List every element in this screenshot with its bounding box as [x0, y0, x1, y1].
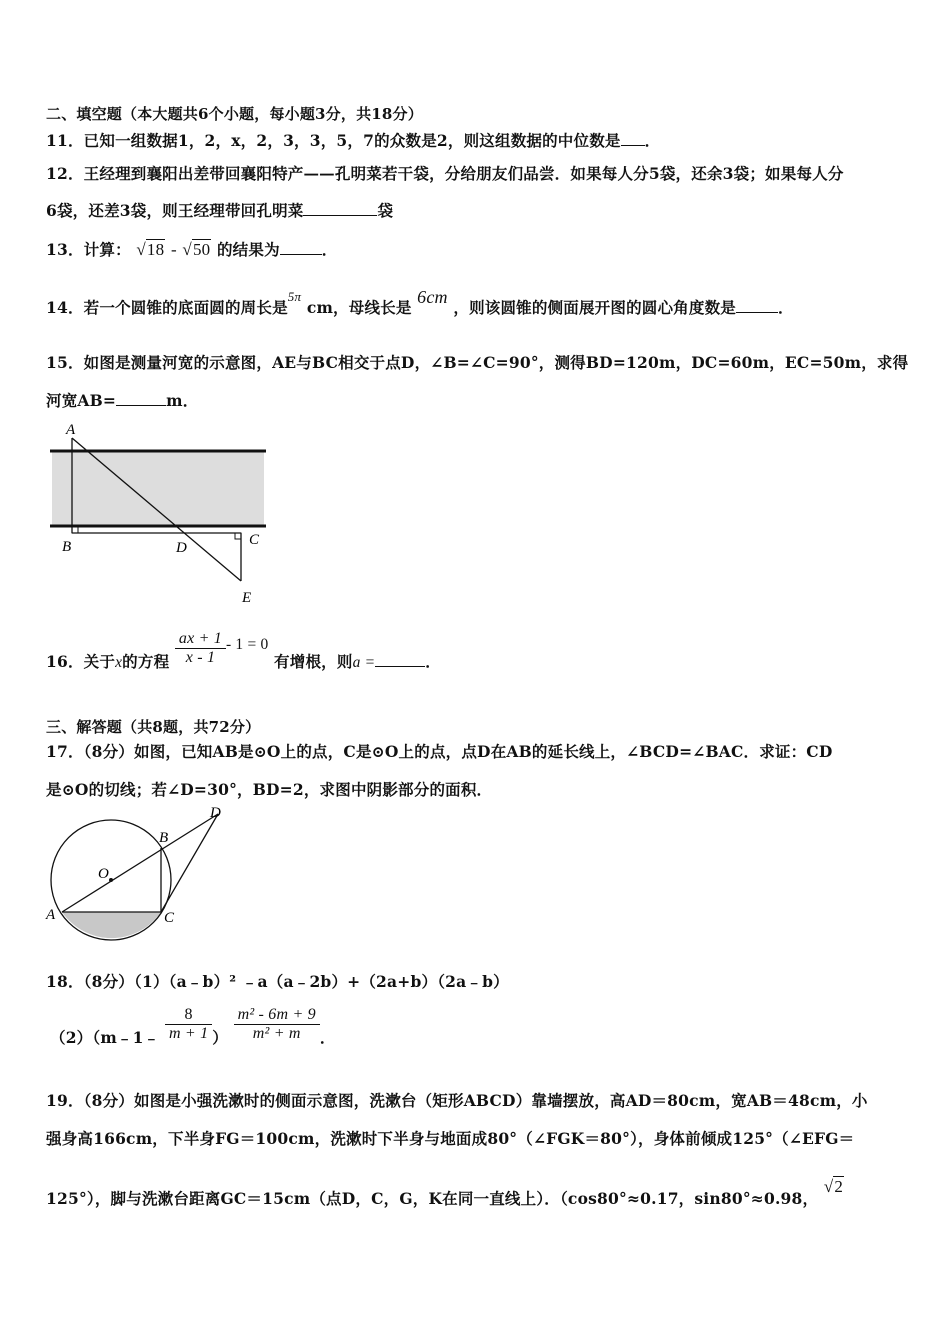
q14-prefix: 14．若一个圆锥的底面圆的周长是 — [46, 298, 288, 317]
q15-text: 河宽AB= — [46, 391, 117, 410]
q14-slant: 6cm — [417, 287, 448, 307]
question-16 — [46, 630, 441, 674]
q16-prefix: 16．关于 — [46, 651, 116, 671]
q18-f1-numerator: 8 — [165, 1006, 212, 1025]
q16-denominator: x - 1 — [185, 649, 216, 666]
river-width-figure — [44, 420, 274, 610]
label-c: C — [164, 910, 175, 926]
q14-unit: cm，母线长是 — [306, 298, 412, 317]
section-3-heading: 三、解答题（共8题，共72分） — [46, 718, 261, 736]
section-2-heading: 二、填空题（本大题共6个小题，每小题3分，共18分） — [46, 105, 423, 123]
question-17-line-2: 是⊙O的切线；若∠D=30°，BD=2，求图中阴影部分的面积． — [46, 780, 493, 799]
q16-blank[interactable] — [375, 654, 425, 667]
river-band — [52, 451, 264, 526]
segment-ad — [62, 814, 218, 912]
question-19-line-2: 强身高166cm，下半身FG＝100cm，洗漱时下半身与地面成80°（∠FGK＝80°），身体前倾成125°（∠EFG＝ — [46, 1129, 855, 1148]
q19-sqrt-2: √2 — [823, 1177, 844, 1196]
q18-fraction-1 — [165, 1006, 212, 1043]
shaded-region — [62, 912, 161, 938]
q18-fraction-2 — [234, 1006, 320, 1043]
q13-suffix: 的结果为 — [216, 240, 280, 259]
segment-cd — [161, 814, 218, 912]
label-a: A — [66, 422, 76, 438]
question-12-line-1: 12．王经理到襄阳出差带回襄阳特产——孔明菜若干袋，分给朋友们品尝．如果每人分5袋，还余3袋；如果每人分 — [46, 164, 844, 183]
q13-blank[interactable] — [280, 242, 322, 255]
question-19-line-1: 19．（8分）如图是小强洗漱时的侧面示意图，洗漱台（矩形ABCD）靠墙摆放，高AD＝80cm，宽AB＝48cm，小 — [46, 1091, 868, 1110]
question-17-line-1: 17．（8分）如图，已知AB是⊙O上的点，C是⊙O上的点，点D在AB的延长线上，∠BCD=∠BAC．求证：CD — [46, 742, 833, 761]
question-15-line-2 — [46, 389, 198, 411]
q13-sqrt-50: √50 — [182, 240, 211, 259]
q16-var: x — [115, 653, 123, 671]
q16-end: ． — [425, 651, 441, 671]
q12-end: 袋 — [377, 201, 394, 220]
q16-a: a = — [352, 653, 376, 671]
q18-part2: （2）（m﹣1﹣ — [50, 1027, 160, 1047]
right-angle-b — [72, 527, 78, 533]
q18-end: ． — [319, 1027, 336, 1047]
q11-text: 11．已知一组数据1，2，x，2，3，3，5，7的众数是2，则这组数据的中位数是 — [46, 131, 621, 150]
label-b: B — [159, 830, 169, 846]
q18-f2-numerator: m² - 6m + 9 — [234, 1006, 320, 1025]
q11-blank[interactable] — [621, 133, 645, 146]
q13-prefix: 13．计算： — [46, 240, 131, 259]
q14-blank[interactable] — [736, 300, 778, 313]
q14-circumference: 5π — [287, 289, 302, 304]
label-d: D — [210, 805, 221, 821]
question-18-line-1: 18．（8分）（1）（a﹣b）² ﹣a（a﹣2b）+（2a+b）（2a﹣b） — [46, 972, 509, 991]
q12-text: 6袋，还差3袋，则王经理带回孔明菜 — [46, 201, 304, 220]
question-13 — [46, 238, 337, 260]
q16-mid: 的方程 — [122, 651, 170, 671]
q12-blank[interactable] — [303, 203, 377, 216]
q18-f2-denominator: m² + m — [252, 1025, 301, 1042]
label-d: D — [176, 540, 187, 556]
right-angle-c — [235, 533, 241, 539]
label-a: A — [46, 907, 56, 923]
q18-close: ） — [212, 1027, 228, 1047]
q16-numerator: ax + 1 — [175, 630, 226, 649]
q18-f1-denominator: m + 1 — [168, 1025, 209, 1042]
q16-rest: - 1 = 0 — [226, 635, 269, 653]
q15-end: m． — [166, 391, 199, 410]
q13-end: ． — [321, 240, 338, 259]
question-11 — [46, 129, 660, 151]
question-19-line-3 — [46, 1177, 844, 1209]
label-e: E — [242, 590, 252, 606]
question-12-line-2 — [46, 199, 393, 221]
q16-suffix: 有增根，则 — [274, 651, 353, 671]
circle-tangent-figure — [40, 803, 240, 948]
q15-blank[interactable] — [116, 393, 166, 406]
q13-minus: - — [170, 240, 177, 259]
q14-suffix: ，则该圆锥的侧面展开图的圆心角度数是 — [453, 298, 736, 317]
question-14 — [46, 287, 794, 318]
q11-end: ． — [644, 131, 661, 150]
label-c: C — [249, 532, 260, 548]
q13-sqrt-18: √18 — [136, 240, 165, 259]
question-18-line-2 — [50, 1006, 336, 1052]
label-b: B — [62, 539, 72, 555]
q19-text: 125°），脚与洗漱台距离GC＝15cm（点D，C，G，K在同一直线上）．（cos80°≈0.17，sin80°≈0.98， — [46, 1189, 819, 1208]
label-o: O — [98, 866, 109, 882]
q16-fraction — [175, 630, 226, 667]
center-point-o — [109, 878, 113, 882]
question-15-line-1: 15．如图是测量河宽的示意图，AE与BC相交于点D，∠B=∠C=90°，测得BD=120m，DC=60m，EC=50m，求得 — [46, 353, 909, 372]
q14-end: ． — [777, 298, 794, 317]
